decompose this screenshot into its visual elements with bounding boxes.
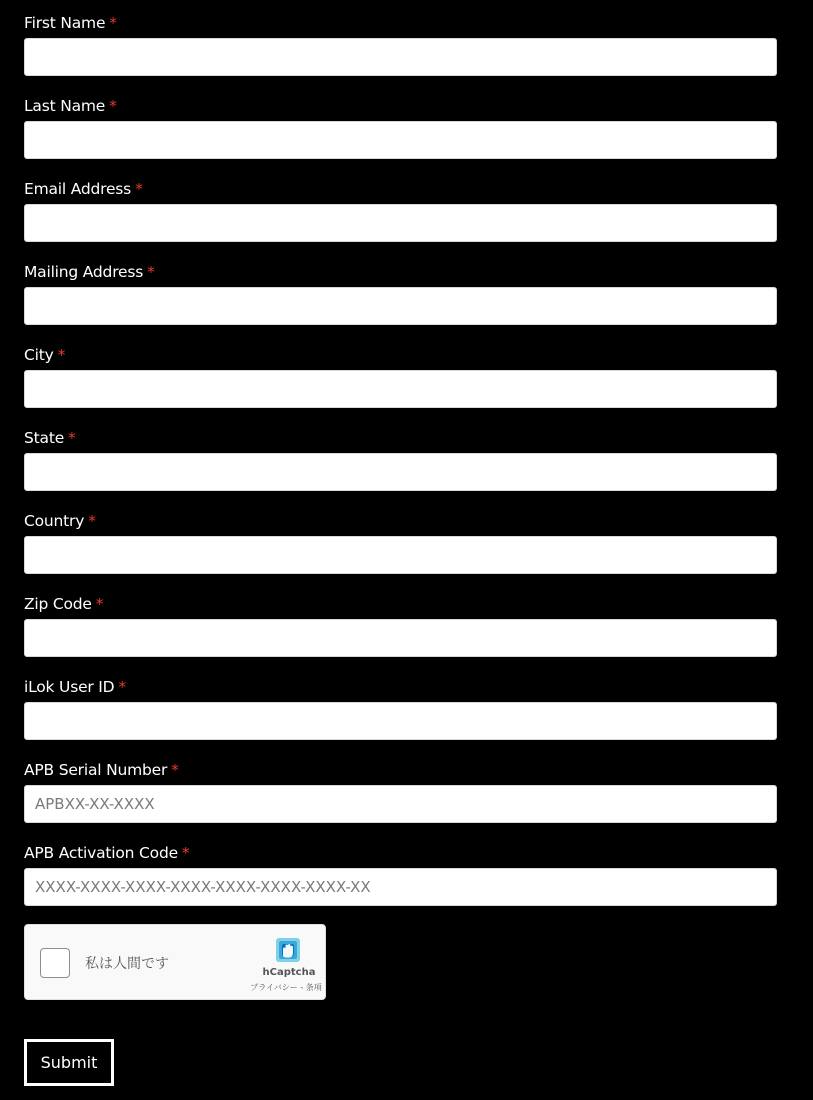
required-marker: *	[68, 429, 76, 447]
apb-serial-number-input[interactable]	[24, 785, 777, 823]
required-marker: *	[57, 346, 66, 364]
field-label: iLok User ID *	[24, 678, 126, 696]
first-name-input[interactable]	[24, 38, 777, 76]
field-label: Last Name *	[24, 97, 117, 115]
terms-link[interactable]: 条項	[305, 983, 322, 992]
field-ilok-user-id	[24, 664, 777, 747]
captcha-checkbox[interactable]	[40, 948, 70, 978]
field-label: Country *	[24, 512, 96, 530]
city-input[interactable]	[24, 370, 777, 408]
field-mailing-address	[24, 249, 777, 332]
state-input[interactable]	[24, 453, 777, 491]
required-marker: *	[109, 14, 117, 32]
captcha-label: 私は人間です	[85, 956, 169, 972]
link-separator: -	[297, 983, 306, 992]
required-marker: *	[95, 595, 104, 613]
last-name-input[interactable]	[24, 121, 777, 159]
field-label: State *	[24, 429, 76, 447]
registration-form	[24, 0, 777, 913]
field-label: Mailing Address *	[24, 263, 155, 281]
hcaptcha-widget	[24, 924, 326, 1000]
required-marker: *	[171, 761, 179, 779]
hcaptcha-brand: hCaptcha	[262, 967, 316, 978]
ilok-user-id-input[interactable]	[24, 702, 777, 740]
field-label: APB Serial Number *	[24, 761, 179, 779]
submit-button[interactable]: Submit	[24, 1039, 114, 1086]
captcha-links	[237, 982, 335, 993]
field-label: City *	[24, 346, 66, 364]
required-marker: *	[135, 180, 143, 198]
field-label: Zip Code *	[24, 595, 104, 613]
field-email-address	[24, 166, 777, 249]
field-label: APB Activation Code *	[24, 844, 190, 862]
required-marker: *	[88, 512, 96, 530]
required-marker: *	[181, 844, 190, 862]
hcaptcha-hand-icon	[272, 935, 304, 965]
field-first-name	[24, 0, 777, 83]
field-city	[24, 332, 777, 415]
field-state	[24, 415, 777, 498]
field-apb-activation-code	[24, 830, 777, 913]
field-zip-code	[24, 581, 777, 664]
field-apb-serial-number	[24, 747, 777, 830]
field-label: Email Address *	[24, 180, 143, 198]
required-marker: *	[109, 97, 117, 115]
email-address-input[interactable]	[24, 204, 777, 242]
field-last-name	[24, 83, 777, 166]
zip-code-input[interactable]	[24, 619, 777, 657]
required-marker: *	[147, 263, 155, 281]
field-country	[24, 498, 777, 581]
apb-activation-code-input[interactable]	[24, 868, 777, 906]
field-label: First Name *	[24, 14, 117, 32]
privacy-link[interactable]: プライバシー	[250, 983, 298, 992]
country-input[interactable]	[24, 536, 777, 574]
mailing-address-input[interactable]	[24, 287, 777, 325]
required-marker: *	[118, 678, 126, 696]
